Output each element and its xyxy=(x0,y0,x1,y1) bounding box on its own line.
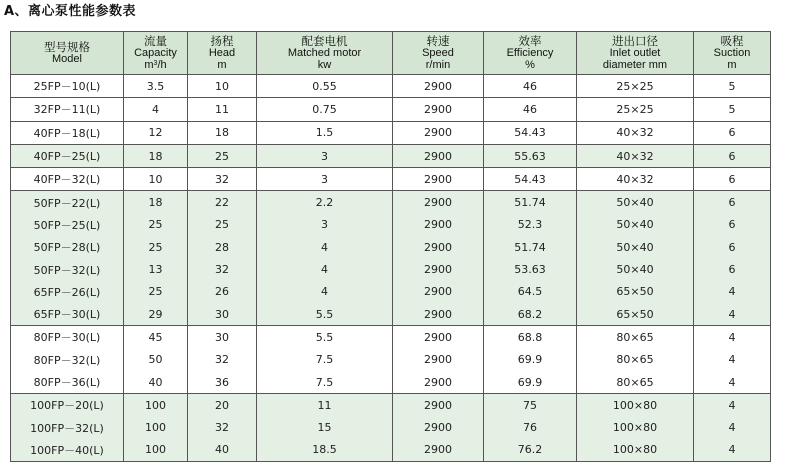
cell-capacity: 3.5 xyxy=(124,75,188,98)
cell-efficiency: 76 xyxy=(484,416,577,438)
cell-diameter: 40×32 xyxy=(577,121,694,144)
cell-speed: 2900 xyxy=(393,326,484,349)
cell-capacity: 25 xyxy=(124,236,188,258)
cell-efficiency: 69.9 xyxy=(484,371,577,394)
cell-speed: 2900 xyxy=(393,98,484,121)
cell-model: 40FP－18(L) xyxy=(11,121,124,144)
cell-speed: 2900 xyxy=(393,191,484,214)
table-row xyxy=(11,98,771,121)
cell-suction: 4 xyxy=(694,303,771,326)
cell-speed: 2900 xyxy=(393,121,484,144)
cell-diameter: 100×80 xyxy=(577,394,694,417)
cell-head: 25 xyxy=(188,144,257,167)
table-body xyxy=(11,75,771,462)
table-row xyxy=(11,214,771,236)
cell-diameter: 80×65 xyxy=(577,371,694,394)
header-efficiency: 效率 Efficiency % xyxy=(484,32,577,75)
cell-diameter: 100×80 xyxy=(577,416,694,438)
cell-speed: 2900 xyxy=(393,214,484,236)
cell-motor: 0.75 xyxy=(257,98,393,121)
cell-capacity: 4 xyxy=(124,98,188,121)
table-row xyxy=(11,416,771,438)
table-row xyxy=(11,439,771,462)
cell-suction: 4 xyxy=(694,281,771,303)
cell-speed: 2900 xyxy=(393,349,484,371)
cell-motor: 7.5 xyxy=(257,349,393,371)
cell-speed: 2900 xyxy=(393,144,484,167)
cell-speed: 2900 xyxy=(393,303,484,326)
cell-efficiency: 75 xyxy=(484,394,577,417)
header-suction: 吸程 Suction m xyxy=(694,32,771,75)
cell-capacity: 18 xyxy=(124,191,188,214)
pump-spec-table xyxy=(10,31,771,462)
cell-suction: 4 xyxy=(694,416,771,438)
cell-motor: 3 xyxy=(257,144,393,167)
cell-motor: 7.5 xyxy=(257,371,393,394)
cell-diameter: 50×40 xyxy=(577,214,694,236)
cell-model: 50FP－28(L) xyxy=(11,236,124,258)
cell-diameter: 50×40 xyxy=(577,236,694,258)
cell-efficiency: 55.63 xyxy=(484,144,577,167)
cell-diameter: 80×65 xyxy=(577,349,694,371)
header-inlet-outlet: 进出口径 Inlet outlet diameter mm xyxy=(577,32,694,75)
cell-head: 40 xyxy=(188,439,257,462)
cell-capacity: 25 xyxy=(124,281,188,303)
cell-diameter: 65×50 xyxy=(577,281,694,303)
cell-suction: 6 xyxy=(694,121,771,144)
cell-head: 32 xyxy=(188,258,257,280)
table-row xyxy=(11,236,771,258)
cell-motor: 15 xyxy=(257,416,393,438)
cell-efficiency: 52.3 xyxy=(484,214,577,236)
cell-suction: 6 xyxy=(694,258,771,280)
cell-head: 30 xyxy=(188,326,257,349)
table-row xyxy=(11,144,771,167)
cell-model: 100FP－32(L) xyxy=(11,416,124,438)
cell-capacity: 25 xyxy=(124,214,188,236)
cell-model: 50FP－25(L) xyxy=(11,214,124,236)
cell-head: 32 xyxy=(188,416,257,438)
cell-head: 11 xyxy=(188,98,257,121)
cell-capacity: 18 xyxy=(124,144,188,167)
header-model: 型号规格 Model xyxy=(11,32,124,75)
cell-suction: 5 xyxy=(694,75,771,98)
cell-efficiency: 51.74 xyxy=(484,236,577,258)
cell-diameter: 50×40 xyxy=(577,258,694,280)
cell-capacity: 100 xyxy=(124,394,188,417)
cell-motor: 18.5 xyxy=(257,439,393,462)
cell-motor: 1.5 xyxy=(257,121,393,144)
table-row xyxy=(11,258,771,280)
cell-motor: 5.5 xyxy=(257,326,393,349)
cell-head: 10 xyxy=(188,75,257,98)
cell-head: 26 xyxy=(188,281,257,303)
cell-speed: 2900 xyxy=(393,281,484,303)
cell-motor: 4 xyxy=(257,236,393,258)
cell-motor: 2.2 xyxy=(257,191,393,214)
cell-speed: 2900 xyxy=(393,416,484,438)
cell-suction: 6 xyxy=(694,168,771,191)
table-row xyxy=(11,168,771,191)
cell-speed: 2900 xyxy=(393,75,484,98)
table-row xyxy=(11,281,771,303)
cell-motor: 3 xyxy=(257,168,393,191)
cell-suction: 4 xyxy=(694,326,771,349)
cell-model: 40FP－25(L) xyxy=(11,144,124,167)
cell-efficiency: 69.9 xyxy=(484,349,577,371)
cell-capacity: 45 xyxy=(124,326,188,349)
cell-efficiency: 54.43 xyxy=(484,168,577,191)
header-head: 扬程 Head m xyxy=(188,32,257,75)
cell-model: 25FP－10(L) xyxy=(11,75,124,98)
cell-head: 36 xyxy=(188,371,257,394)
header-motor: 配套电机 Matched motor kw xyxy=(257,32,393,75)
cell-efficiency: 53.63 xyxy=(484,258,577,280)
cell-suction: 4 xyxy=(694,394,771,417)
cell-model: 100FP－20(L) xyxy=(11,394,124,417)
cell-model: 100FP－40(L) xyxy=(11,439,124,462)
table-row xyxy=(11,349,771,371)
cell-speed: 2900 xyxy=(393,394,484,417)
cell-motor: 3 xyxy=(257,214,393,236)
table-row xyxy=(11,394,771,417)
cell-head: 32 xyxy=(188,168,257,191)
cell-suction: 4 xyxy=(694,349,771,371)
cell-diameter: 100×80 xyxy=(577,439,694,462)
cell-speed: 2900 xyxy=(393,236,484,258)
cell-motor: 5.5 xyxy=(257,303,393,326)
cell-model: 80FP－30(L) xyxy=(11,326,124,349)
cell-diameter: 25×25 xyxy=(577,75,694,98)
cell-capacity: 10 xyxy=(124,168,188,191)
cell-head: 30 xyxy=(188,303,257,326)
cell-capacity: 50 xyxy=(124,349,188,371)
cell-diameter: 40×32 xyxy=(577,168,694,191)
table-header xyxy=(11,32,771,75)
cell-capacity: 100 xyxy=(124,416,188,438)
cell-speed: 2900 xyxy=(393,258,484,280)
cell-suction: 6 xyxy=(694,191,771,214)
cell-head: 28 xyxy=(188,236,257,258)
cell-head: 18 xyxy=(188,121,257,144)
cell-motor: 0.55 xyxy=(257,75,393,98)
cell-diameter: 40×32 xyxy=(577,144,694,167)
cell-model: 80FP－36(L) xyxy=(11,371,124,394)
cell-head: 32 xyxy=(188,349,257,371)
cell-efficiency: 68.8 xyxy=(484,326,577,349)
cell-capacity: 13 xyxy=(124,258,188,280)
header-capacity: 流量 Capacity $m^3/h$ xyxy=(124,32,188,75)
cell-model: 50FP－22(L) xyxy=(11,191,124,214)
cell-efficiency: 64.5 xyxy=(484,281,577,303)
cell-suction: 5 xyxy=(694,98,771,121)
cell-diameter: 65×50 xyxy=(577,303,694,326)
cell-diameter: 25×25 xyxy=(577,98,694,121)
cell-head: 22 xyxy=(188,191,257,214)
table-row xyxy=(11,121,771,144)
table-row xyxy=(11,303,771,326)
cell-suction: 6 xyxy=(694,144,771,167)
cell-efficiency: 46 xyxy=(484,98,577,121)
cell-motor: 4 xyxy=(257,281,393,303)
cell-capacity: 29 xyxy=(124,303,188,326)
cell-capacity: 100 xyxy=(124,439,188,462)
cell-efficiency: 76.2 xyxy=(484,439,577,462)
cell-speed: 2900 xyxy=(393,371,484,394)
cell-model: 80FP－32(L) xyxy=(11,349,124,371)
cell-speed: 2900 xyxy=(393,168,484,191)
cell-motor: 4 xyxy=(257,258,393,280)
table-row xyxy=(11,75,771,98)
cell-model: 50FP－32(L) xyxy=(11,258,124,280)
page-title: A、离心泵性能参数表 xyxy=(4,4,137,19)
table-row xyxy=(11,326,771,349)
cell-efficiency: 68.2 xyxy=(484,303,577,326)
cell-speed: 2900 xyxy=(393,439,484,462)
cell-motor: 11 xyxy=(257,394,393,417)
cell-diameter: 50×40 xyxy=(577,191,694,214)
table-row xyxy=(11,371,771,394)
cell-head: 20 xyxy=(188,394,257,417)
cell-efficiency: 46 xyxy=(484,75,577,98)
header-speed: 转速 Speed r/min xyxy=(393,32,484,75)
cell-head: 25 xyxy=(188,214,257,236)
cell-efficiency: 51.74 xyxy=(484,191,577,214)
cell-suction: 4 xyxy=(694,371,771,394)
cell-suction: 6 xyxy=(694,236,771,258)
cell-suction: 6 xyxy=(694,214,771,236)
cell-capacity: 12 xyxy=(124,121,188,144)
cell-efficiency: 54.43 xyxy=(484,121,577,144)
cell-model: 32FP－11(L) xyxy=(11,98,124,121)
cell-model: 65FP－26(L) xyxy=(11,281,124,303)
cell-model: 65FP－30(L) xyxy=(11,303,124,326)
table-row xyxy=(11,191,771,214)
cell-diameter: 80×65 xyxy=(577,326,694,349)
cell-model: 40FP－32(L) xyxy=(11,168,124,191)
cell-capacity: 40 xyxy=(124,371,188,394)
cell-suction: 4 xyxy=(694,439,771,462)
